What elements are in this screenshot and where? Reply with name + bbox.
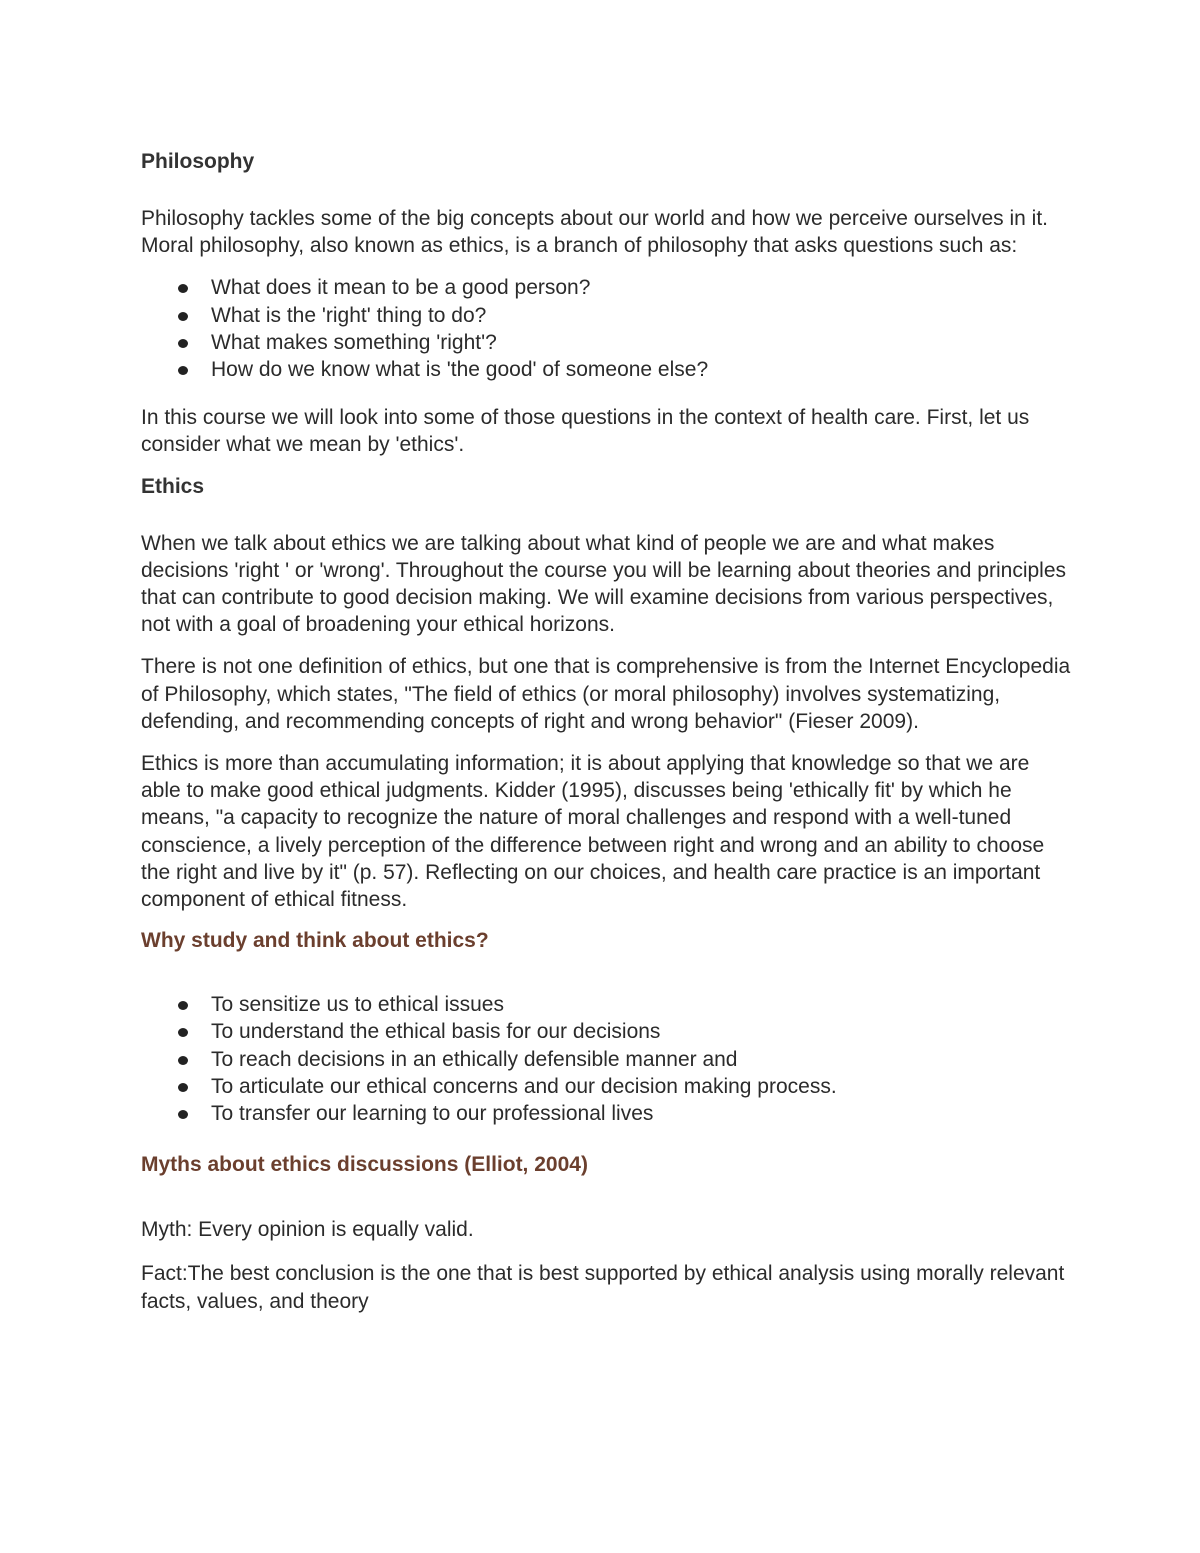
list-item: To articulate our ethical concerns and our decision making process. xyxy=(211,1073,1071,1100)
list-item: To transfer our learning to our professional lives xyxy=(211,1100,1071,1127)
why-study-heading: Why study and think about ethics? xyxy=(141,929,489,953)
ethics-paragraph: Ethics is more than accumulating information; it is about applying that knowledge so that we are able to make good ethical judgments. Kidder (1995), discusses being 'ethically fit' by which he means, "a capacity to recognize the nature of moral challenges and respond with a well-tuned conscience, a lively perception of the difference between right and wrong and an ability to choose the right and live by it" (p. 57). Reflecting on our choices, and health care practice is an important component of ethical fitness. xyxy=(141,752,1045,912)
bullet-icon xyxy=(178,1110,188,1119)
bullet-icon xyxy=(178,366,188,375)
myths-heading: Myths about ethics discussions (Elliot, 2004) xyxy=(141,1153,588,1177)
bullet-icon xyxy=(178,312,188,321)
ethics-paragraph: There is not one definition of ethics, but one that is comprehensive is from the Internet Encyclopedia of Philosophy, which states, "The field of ethics (or moral philosophy) involves systematizing, defending, and recommending concepts of right and wrong behavior" (Fieser 2009). xyxy=(141,655,1071,733)
why-study-reasons-list xyxy=(141,991,1071,1127)
bullet-icon xyxy=(178,284,188,293)
list-item: How do we know what is 'the good' of someone else? xyxy=(211,356,1071,383)
bullet-icon xyxy=(178,1083,188,1092)
bullet-icon xyxy=(178,1028,188,1037)
list-item: To sensitize us to ethical issues xyxy=(211,991,1071,1018)
philosophy-questions-list xyxy=(141,274,1071,383)
fact-statement: Fact:The best conclusion is the one that is best supported by ethical analysis using morally relevant facts, values, and theory xyxy=(141,1262,1065,1313)
philosophy-outro: In this course we will look into some of those questions in the context of health care. First, let us consider what we mean by 'ethics'. xyxy=(141,406,1030,457)
list-item: To understand the ethical basis for our decisions xyxy=(211,1018,1071,1045)
philosophy-heading: Philosophy xyxy=(141,150,255,173)
bullet-icon xyxy=(178,1056,188,1065)
list-item: What makes something 'right'? xyxy=(211,329,1071,356)
myth-statement: Myth: Every opinion is equally valid. xyxy=(141,1218,474,1242)
ethics-paragraph: When we talk about ethics we are talking about what kind of people we are and what makes decisions 'right ' or 'wrong'. Throughout the course you will be learning about theories and principles that can contribute to good decision making. We will examine decisions from various perspectives, not with a goal of broadening your ethical horizons. xyxy=(141,531,1067,637)
list-item: To reach decisions in an ethically defensible manner and xyxy=(211,1046,1071,1073)
list-item: What is the 'right' thing to do? xyxy=(211,302,1071,329)
bullet-icon xyxy=(178,339,188,348)
ethics-heading: Ethics xyxy=(141,474,205,498)
list-item: What does it mean to be a good person? xyxy=(211,274,1071,301)
philosophy-intro: Philosophy tackles some of the big concepts about our world and how we perceive ourselves in it. Moral philosophy, also known as ethics, is a branch of philosophy that asks questions such as: xyxy=(141,207,1048,258)
bullet-icon xyxy=(178,1001,188,1010)
document-page xyxy=(141,146,1071,1315)
